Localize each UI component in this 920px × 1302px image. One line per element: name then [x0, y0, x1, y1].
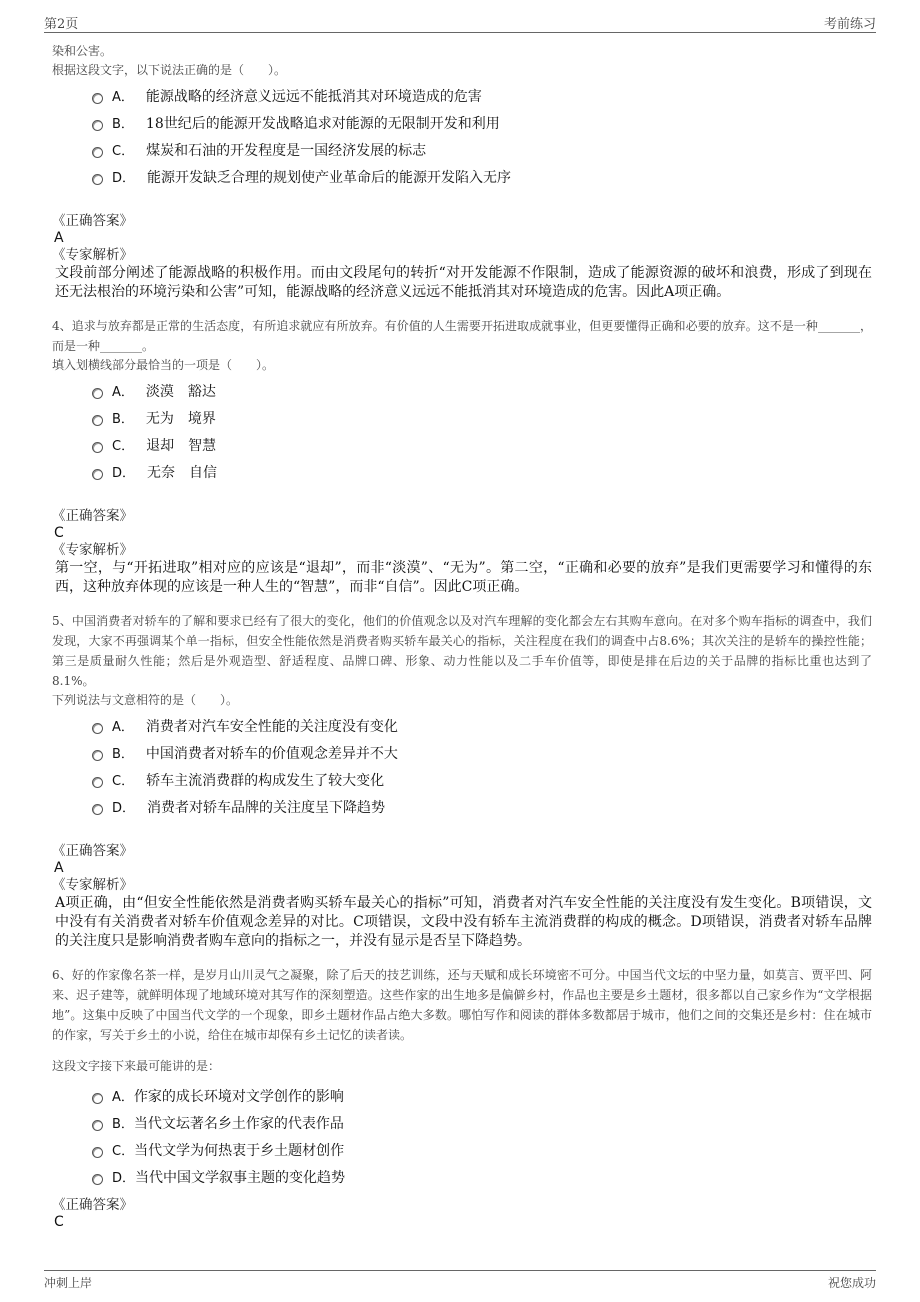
q6-option-d[interactable]: D． 当代中国文学叙事主题的变化趋势 — [92, 1163, 872, 1190]
q5-analysis: A项正确，由“但安全性能依然是消费者购买轿车最关心的指标”可知，消费者对汽车安全性能的关注度没有发生变化。B项错误，文中没有有关消费者对轿车价值观念差异的对比。C项错误，文段中没有轿车主流消费群的构成的概念。D项错误，消费者对轿车品牌的关注度只是影响消费者购车意向的指标之一，并没有显示是否呈下降趋势。 — [55, 895, 872, 949]
header-title: 考前练习 — [823, 17, 876, 32]
q6-text: 6、好的作家像名茶一样，是岁月山川灵气之凝聚，除了后天的技艺训练，还与天赋和成长环境密不可分。中国当代文坛的中坚力量，如莫言、贾平凹、阿来、迟子建等，就鲜明体现了地域环境对其写作的深刻塑造。这些作家的出生地多是偏僻乡村，作品也主要是乡土题材，很多都以自己家乡作为“文学根据地”。这集中反映了中国当代文学的一个现象，即乡土题材作品占绝大多数。哪怕写作和阅读的群体多数都居于城市，他们之间的交集还是乡村：住在城市的作家，写关于乡土的小说，给住在城市却保有乡土记忆的读者读。 — [52, 968, 872, 1042]
q4-analysis-heading: 《专家解析》 — [52, 542, 133, 558]
radio-button[interactable] — [92, 388, 103, 399]
q3-option-a[interactable]: A． 能源战略的经济意义远远不能抵消其对环境造成的危害 — [92, 82, 872, 109]
q5-option-d[interactable]: D． 消费者对轿车品牌的关注度呈下降趋势 — [92, 793, 872, 820]
page-footer — [44, 1270, 876, 1295]
page-content — [52, 42, 872, 1230]
radio-button[interactable] — [92, 120, 103, 131]
q6-option-b[interactable]: B． 当代文坛著名乡土作家的代表作品 — [92, 1109, 872, 1136]
q3-option-d[interactable]: D． 能源开发缺乏合理的规划使产业革命后的能源开发陷入无序 — [92, 163, 872, 190]
radio-button[interactable] — [92, 442, 103, 453]
q4-option-a[interactable]: A． 淡漠 豁达 — [92, 377, 872, 404]
q3-option-b[interactable]: B． 18世纪后的能源开发战略追求对能源的无限制开发和利用 — [92, 109, 872, 136]
q5-analysis-heading: 《专家解析》 — [52, 877, 133, 893]
radio-button[interactable] — [92, 777, 103, 788]
q6-prompt: 这段文字接下来最可能讲的是： — [52, 1059, 221, 1073]
radio-button[interactable] — [92, 1147, 103, 1158]
q4-analysis: 第一空，与“开拓进取”相对应的应该是“退却”，而非“淡漠”、“无为”。第二空，“正确和必要的放弃”是我们更需要学习和懂得的东西，这种放弃体现的应该是一种人生的“智慧”，而非“自信”。因此C项正确。 — [55, 560, 872, 595]
q4-option-d[interactable]: D． 无奈 自信 — [92, 458, 872, 485]
q5-options — [92, 712, 872, 820]
q4-prompt: 填入划横线部分最恰当的一项是（ ）。 — [52, 358, 275, 372]
q3-options — [92, 82, 872, 190]
footer-right-text: 祝您成功 — [827, 1276, 876, 1290]
q6-option-a[interactable]: A． 作家的成长环境对文学创作的影响 — [92, 1082, 872, 1109]
q3-analysis-heading: 《专家解析》 — [52, 247, 133, 263]
q6-answer-heading: 《正确答案》 — [52, 1197, 133, 1213]
radio-button[interactable] — [92, 469, 103, 480]
radio-button[interactable] — [92, 1174, 103, 1185]
q6-answer: C — [54, 1214, 64, 1230]
q4-answer-heading: 《正确答案》 — [52, 508, 133, 524]
q5-answer-heading: 《正确答案》 — [52, 843, 133, 859]
q4-text: 4、追求与放弃都是正常的生活态度，有所追求就应有所放弃。有价值的人生需要开拓进取成就事业，但更要懂得正确和必要的放弃。这不是一种_______，而是一种_______。 — [52, 319, 872, 353]
radio-button[interactable] — [92, 750, 103, 761]
radio-button[interactable] — [92, 723, 103, 734]
footer-left-text: 冲刺上岸 — [44, 1276, 93, 1290]
q6-option-c[interactable]: C． 当代文学为何热衷于乡土题材创作 — [92, 1136, 872, 1163]
q4-option-b[interactable]: B． 无为 境界 — [92, 404, 872, 431]
q4-option-c[interactable]: C． 退却 智慧 — [92, 431, 872, 458]
q3-answer: A — [54, 230, 64, 246]
q3-answer-heading: 《正确答案》 — [52, 213, 133, 229]
q3-prompt: 根据这段文字，以下说法正确的是（ ）。 — [52, 63, 287, 77]
q5-answer: A — [54, 860, 64, 876]
q5-option-b[interactable]: B． 中国消费者对轿车的价值观念差异并不大 — [92, 739, 872, 766]
q5-option-a[interactable]: A． 消费者对汽车安全性能的关注度没有变化 — [92, 712, 872, 739]
radio-button[interactable] — [92, 147, 103, 158]
radio-button[interactable] — [92, 804, 103, 815]
q3-analysis: 文段前部分阐述了能源战略的积极作用。而由文段尾句的转折“对开发能源不作限制，造成了能源资源的破坏和浪费，形成了到现在还无法根治的环境污染和公害”可知，能源战略的经济意义远远不能抵消其对环境造成的危害。因此A项正确。 — [55, 265, 872, 300]
radio-button[interactable] — [92, 174, 103, 185]
q4-options — [92, 377, 872, 485]
radio-button[interactable] — [92, 415, 103, 426]
q6-options — [92, 1082, 872, 1190]
q3-text-tail: 染和公害。 — [52, 44, 113, 58]
q5-text: 5、中国消费者对轿车的了解和要求已经有了很大的变化，他们的价值观念以及对汽车理解的变化都会左右其购车意向。在对多个购车指标的调查中，我们发现，大家不再强调某个单一指标，但安全性能依然是消费者购买轿车最关心的指标，关注程度在我们的调查中占8.6%；其次关注的是轿车的操控性能；第三是质量耐久性能；然后是外观造型、舒适程度、品牌口碑、形象、动力性能以及二手车价值等，即使是排在后边的关于品牌的指标比重也达到了8.1%。 — [52, 614, 872, 688]
q5-option-c[interactable]: C． 轿车主流消费群的构成发生了较大变化 — [92, 766, 872, 793]
page-number: 第2页 — [44, 17, 79, 32]
q5-prompt: 下列说法与文意相符的是（ ）。 — [52, 693, 239, 707]
page-header — [44, 10, 876, 33]
q4-answer: C — [54, 525, 64, 541]
radio-button[interactable] — [92, 1120, 103, 1131]
radio-button[interactable] — [92, 1093, 103, 1104]
q3-option-c[interactable]: C． 煤炭和石油的开发程度是一国经济发展的标志 — [92, 136, 872, 163]
radio-button[interactable] — [92, 93, 103, 104]
